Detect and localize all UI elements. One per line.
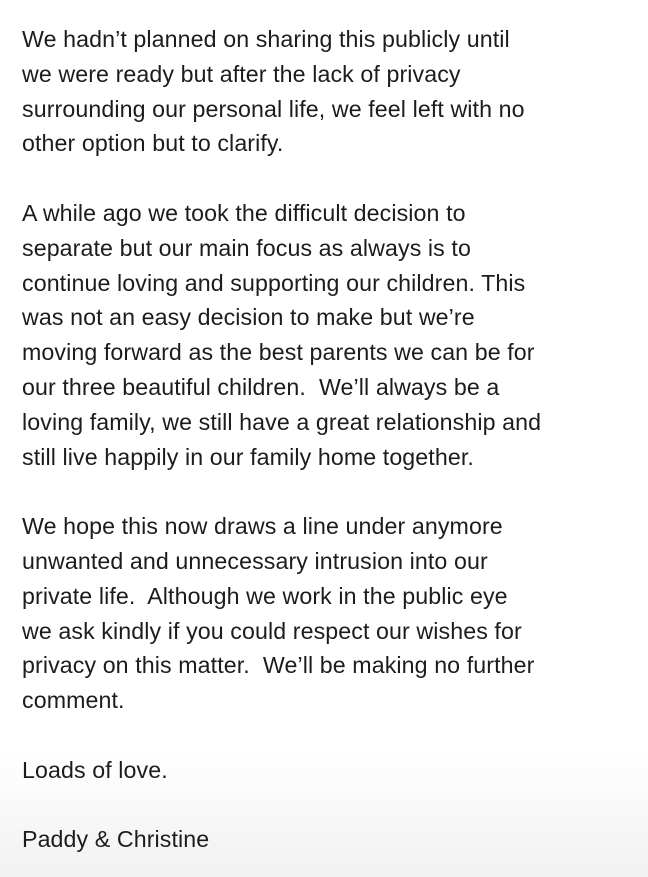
text-line: unwanted and unnecessary intrusion into our [22, 547, 488, 574]
text-line: continue loving and supporting our children. This [22, 269, 526, 296]
paragraph-spacer [22, 474, 642, 509]
sign-off [22, 753, 642, 788]
paragraph-3 [22, 509, 642, 718]
text-line: Paddy & Christine [22, 826, 210, 853]
text-line: moving forward as the best parents we can be for [22, 339, 535, 366]
text-line: still live happily in our family home together. [22, 443, 474, 470]
paragraph-spacer [22, 788, 642, 823]
text-line: loving family, we still have a great relationship and [22, 408, 542, 435]
text-line: our three beautiful children. We’ll always be a [22, 373, 500, 400]
paragraph-2 [22, 196, 642, 474]
text-line: privacy on this matter. We’ll be making no further [22, 652, 535, 679]
text-line: other option but to clarify. [22, 130, 284, 157]
text-line: we were ready but after the lack of privacy [22, 60, 461, 87]
text-line: A while ago we took the difficult decision to [22, 199, 466, 226]
paragraph-1 [22, 22, 642, 161]
statement-document [22, 22, 642, 857]
text-line: private life. Although we work in the public eye [22, 582, 508, 609]
paragraph-spacer [22, 161, 642, 196]
text-line: was not an easy decision to make but we’re [22, 304, 475, 331]
text-line: comment. [22, 687, 125, 714]
text-line: we ask kindly if you could respect our wishes for [22, 617, 522, 644]
text-line: Loads of love. [22, 756, 168, 783]
text-line: We hadn’t planned on sharing this publicly until [22, 26, 510, 52]
text-line: We hope this now draws a line under anymore [22, 513, 503, 540]
text-line: separate but our main focus as always is to [22, 234, 471, 261]
signature [22, 822, 642, 857]
text-line: surrounding our personal life, we feel left with no [22, 95, 525, 122]
paragraph-spacer [22, 718, 642, 753]
